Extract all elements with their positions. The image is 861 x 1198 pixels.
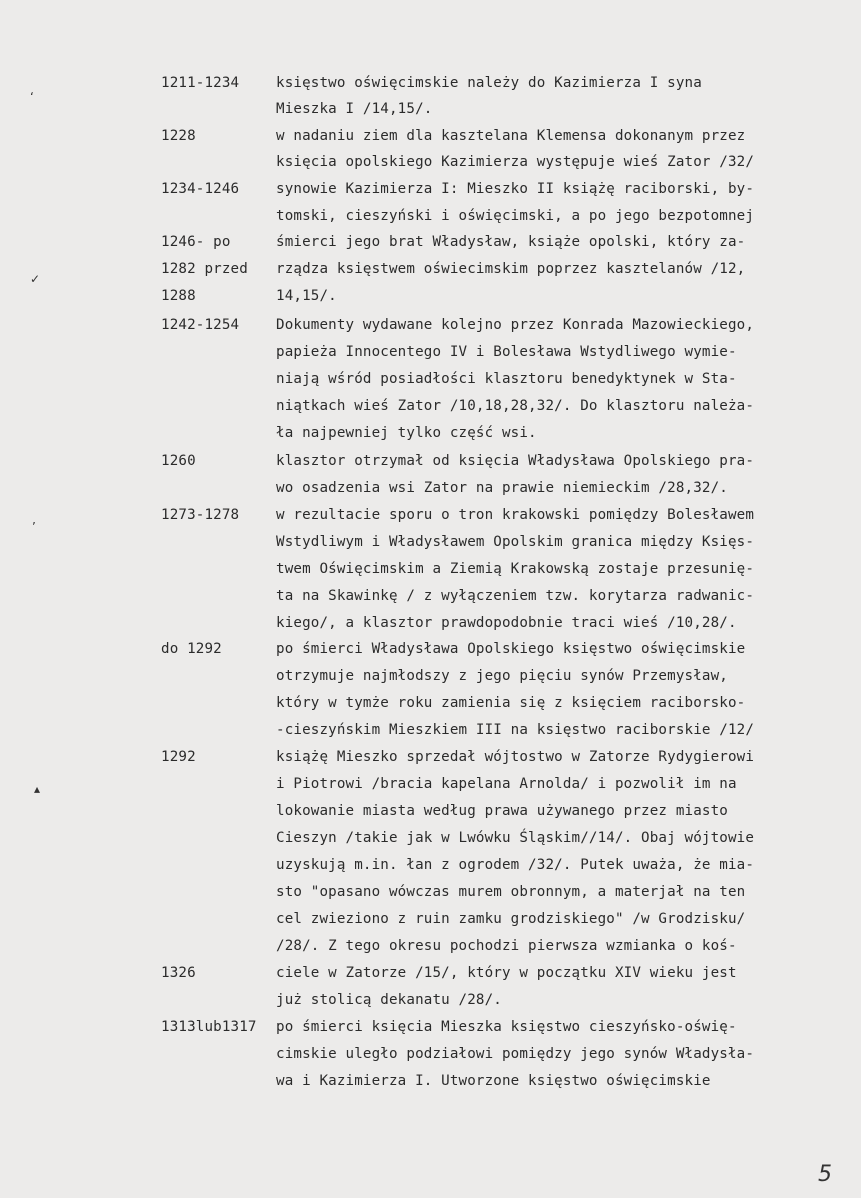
entry-text-line: papieża Innocentego IV i Bolesława Wstydliwego wymie- [276,344,737,360]
entry-date: 1234-1246 [161,181,240,197]
margin-mark: ▴ [34,782,41,796]
entry-date: do 1292 [161,641,222,657]
entry-text-line: klasztor otrzymał od księcia Władysława Opolskiego pra- [276,453,755,469]
margin-mark: ’ [32,520,36,534]
entry-text-line: który w tymże roku zamienia się z księciem raciborsko- [276,695,746,711]
entry-text-line: Wstydliwym i Władysławem Opolskim granica między Księs- [276,534,755,550]
entry-text-line: wo osadzenia wsi Zator na prawie niemieckim /28,32/. [276,480,728,496]
entry-text-line: otrzymuje najmłodszy z jego pięciu synów Przemysław, [276,668,728,684]
entry-date: 1282 przed [161,261,248,277]
entry-text-line: uzyskują m.in. łan z ogrodem /32/. Putek uważa, że mia- [276,857,755,873]
entry-text-line: po śmierci księcia Mieszka księstwo cieszyńsko-oświę- [276,1019,737,1035]
entry-date: 1326 [161,965,196,981]
entry-text-line: kiego/, a klasztor prawdopodobnie traci wieś /10,28/. [276,615,737,631]
entry-text-line: śmierci jego brat Władysław, książe opolski, który za- [276,234,746,250]
entry-date: 1260 [161,453,196,469]
entry-text-line: lokowanie miasta według prawa używanego przez miasto [276,803,728,819]
entry-text-line: w rezultacie sporu o tron krakowski pomiędzy Bolesławem [276,507,755,523]
entry-text-line: książę Mieszko sprzedał wójtostwo w Zatorze Rydygierowi [276,749,755,765]
entry-text-line: ła najpewniej tylko część wsi. [276,425,537,441]
entry-date: 1292 [161,749,196,765]
entry-date: 1228 [161,128,196,144]
entry-text-line: w nadaniu ziem dla kasztelana Klemensa dokonanym przez [276,128,746,144]
entry-text-line: ta na Skawinkę / z wyłączeniem tzw. korytarza radwanic- [276,588,755,604]
entry-date: 1246- po [161,234,231,250]
entry-date: 1273-1278 [161,507,240,523]
entry-text-line: tomski, cieszyński i oświęcimski, a po jego bezpotomnej [276,208,755,224]
entry-text-line: po śmierci Władysława Opolskiego księstwo oświęcimskie [276,641,746,657]
entry-text-line: cimskie uległo podziałowi pomiędzy jego synów Władysła- [276,1046,755,1062]
entry-text-line: Dokumenty wydawane kolejno przez Konrada Mazowieckiego, [276,317,755,333]
entry-text-line: rządza księstwem oświecimskim poprzez kasztelanów /12, [276,261,746,277]
entry-text-line: księstwo oświęcimskie należy do Kazimierza I syna [276,75,702,91]
entry-text-line: Cieszyn /takie jak w Lwówku Śląskim//14/. Obaj wójtowie [276,830,755,846]
margin-mark: ✓ [30,272,41,286]
entry-text-line: księcia opolskiego Kazimierza występuje wieś Zator /32/ [276,154,755,170]
entry-text-line: 14,15/. [276,288,337,304]
entry-text-line: sto "opasano wówczas murem obronnym, a materjał na ten [276,884,746,900]
entry-text-line: synowie Kazimierza I: Mieszko II książę raciborski, by- [276,181,755,197]
entry-text-line: niają wśród posiadłości klasztoru benedyktynek w Sta- [276,371,737,387]
entry-date: 1211-1234 [161,75,240,91]
entry-text-line: już stolicą dekanatu /28/. [276,992,502,1008]
entry-date: 1242-1254 [161,317,240,333]
entry-text-line: Mieszka I /14,15/. [276,101,433,117]
margin-mark: ‘ [30,90,34,104]
entry-text-line: wa i Kazimierza I. Utworzone księstwo oświęcimskie [276,1073,711,1089]
page-number: 5 [818,1162,832,1187]
entry-text-line: /28/. Z tego okresu pochodzi pierwsza wzmianka o koś- [276,938,737,954]
entry-date: 1288 [161,288,196,304]
entry-text-line: niątkach wieś Zator /10,18,28,32/. Do klasztoru należa- [276,398,755,414]
entry-date: 1313lub1317 [161,1019,257,1035]
entry-text-line: -cieszyńskim Mieszkiem III na księstwo raciborskie /12/ [276,722,755,738]
entry-text-line: ciele w Zatorze /15/, który w początku XIV wieku jest [276,965,737,981]
entry-text-line: i Piotrowi /bracia kapelana Arnolda/ i pozwolił im na [276,776,737,792]
entry-text-line: cel zwieziono z ruin zamku grodziskiego" /w Grodzisku/ [276,911,746,927]
entry-text-line: twem Oświęcimskim a Ziemią Krakowską zostaje przesunię- [276,561,755,577]
